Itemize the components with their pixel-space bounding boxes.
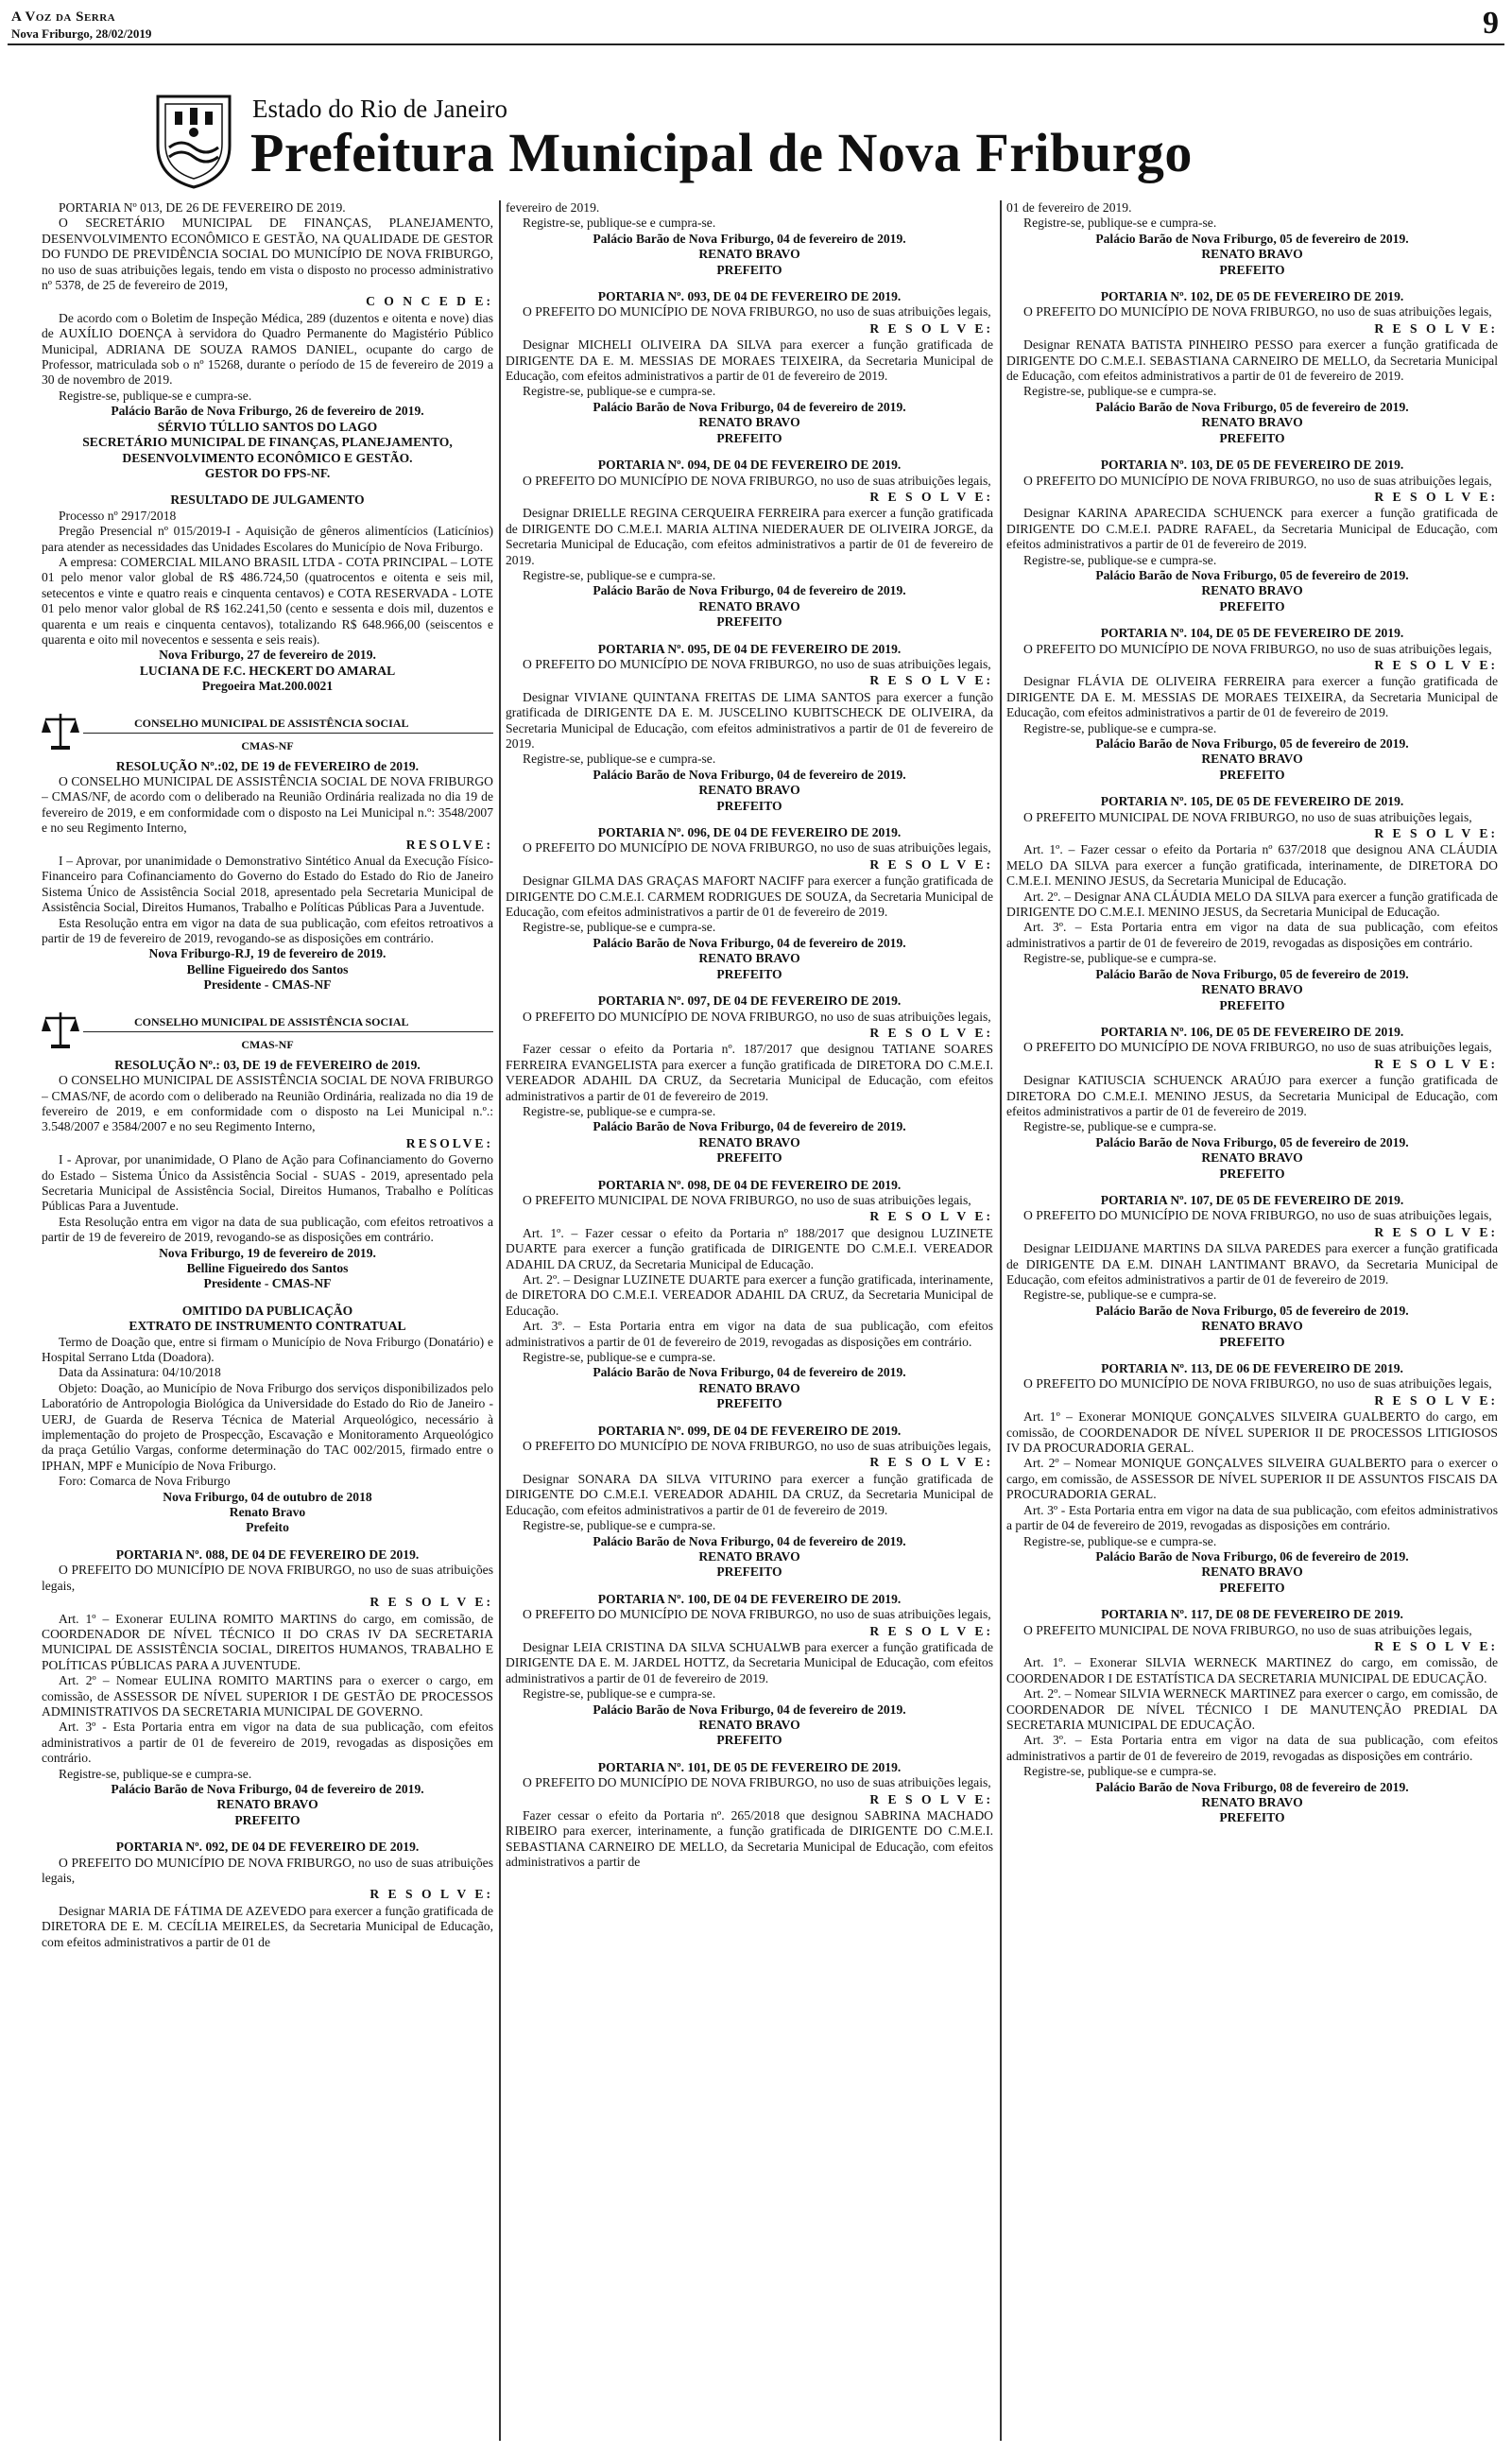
section-spacer bbox=[1006, 1596, 1498, 1607]
signature-line: Palácio Barão de Nova Friburgo, 04 de fevereiro de 2019. bbox=[593, 1533, 906, 1548]
paragraph: Processo nº 2917/2018 bbox=[59, 508, 177, 523]
signature-line: Presidente - CMAS-NF bbox=[203, 1276, 332, 1291]
paragraph: PORTARIA Nº 013, DE 26 DE FEVEREIRO DE 2019. bbox=[59, 200, 346, 215]
signature-line: RENATO BRAVO bbox=[698, 783, 800, 798]
resolve-label: R E S O L V E: bbox=[869, 856, 993, 872]
municipal-crest-icon bbox=[146, 91, 241, 191]
signature-line: Palácio Barão de Nova Friburgo, 05 de fevereiro de 2019. bbox=[1095, 966, 1409, 981]
signature-line: Nova Friburgo, 04 de outubro de 2018 bbox=[163, 1489, 372, 1504]
signature-line: Palácio Barão de Nova Friburgo, 04 de fevereiro de 2019. bbox=[593, 231, 906, 246]
section-spacer bbox=[42, 481, 493, 493]
signature-line: Palácio Barão de Nova Friburgo, 04 de fevereiro de 2019. bbox=[593, 767, 906, 782]
signature-line: PREFEITO bbox=[716, 966, 782, 981]
paragraph: O PREFEITO DO MUNICÍPIO DE NOVA FRIBURGO, no uso de suas atribuições legais, bbox=[1023, 1376, 1492, 1391]
resolve-label: R E S O L V E: bbox=[369, 1595, 493, 1610]
section-spacer bbox=[506, 814, 993, 825]
signature-line: SECRETÁRIO MUNICIPAL DE FINANÇAS, PLANEJAMENTO, DESENVOLVIMENTO ECONÔMICO E GESTÃO. bbox=[82, 435, 453, 465]
act-heading: PORTARIA Nº. 103, DE 05 DE FEVEREIRO DE 2019. bbox=[1100, 458, 1404, 473]
signature-line: PREFEITO bbox=[716, 430, 782, 445]
paragraph: Art. 1º. – Fazer cessar o efeito da Portaria nº 637/2018 que designou ANA CLÁUDIA MELO DA SILVA para exercer a função gratificada, interinamente, de DIRETORA DO C.M.E.I. MENINO JESUS, da Secretaria Municipal de Educação. bbox=[1006, 842, 1498, 889]
act-heading: PORTARIA Nº. 100, DE 04 DE FEVEREIRO DE 2019. bbox=[597, 1591, 902, 1606]
signature-line: RENATO BRAVO bbox=[698, 1548, 800, 1564]
paragraph: O PREFEITO DO MUNICÍPIO DE NOVA FRIBURGO, no uso de suas atribuições legais, bbox=[523, 473, 991, 488]
signature-line: Nova Friburgo-RJ, 19 de fevereiro de 2019. bbox=[148, 946, 387, 961]
resolve-label: R E S O L V E: bbox=[869, 1791, 993, 1806]
act-heading: PORTARIA Nº. 104, DE 05 DE FEVEREIRO DE 2019. bbox=[1100, 626, 1404, 641]
paragraph: Art. 2º – Nomear EULINA ROMITO MARTINS para o exercer o cargo, em comissão, de ASSESSOR DE NÍVEL SUPERIOR I DE GESTÃO DE PROCESSOS ADMINISTRATIVOS DA SECRETARIA MUNICIPAL DE GOVERNO. bbox=[42, 1673, 493, 1719]
signature-line: PREFEITO bbox=[1219, 1166, 1285, 1181]
resolve-label: R E S O L V E: bbox=[869, 673, 993, 688]
signature-line: RENATO BRAVO bbox=[216, 1797, 318, 1812]
paragraph: Designar RENATA BATISTA PINHEIRO PESSO para exercer a função gratificada de DIRIGENTE DO C.M.E.I. SEBASTIANA CARNEIRO DE MELLO, da Secretaria Municipal de Educação, com efeitos administrativos a partir de 01 de fevereiro de 2019. bbox=[1006, 337, 1498, 384]
paragraph: O PREFEITO MUNICIPAL DE NOVA FRIBURGO, no uso de suas atribuições legais, bbox=[1023, 1622, 1472, 1637]
paragraph: Art. 3º - Esta Portaria entra em vigor na data de sua publicação, com efeitos administrativos a partir de 04 de fevereiro de 2019, revogadas as disposições em contrário. bbox=[1006, 1502, 1498, 1533]
signature-line: PREFEITO bbox=[716, 262, 782, 277]
council-name: CONSELHO MUNICIPAL DE ASSISTÊNCIA SOCIAL bbox=[134, 1014, 409, 1028]
section-spacer bbox=[1006, 1350, 1498, 1361]
council-header bbox=[42, 710, 493, 755]
paragraph: Pregão Presencial nº 015/2019-I - Aquisição de gêneros alimentícios (Laticínios) para atender as necessidades das Unidades Escolares do Município de Nova Friburgo. bbox=[42, 524, 493, 554]
act-heading: PORTARIA Nº. 096, DE 04 DE FEVEREIRO DE 2019. bbox=[597, 825, 902, 840]
paragraph: O PREFEITO DO MUNICÍPIO DE NOVA FRIBURGO, no uso de suas atribuições legais, bbox=[42, 1563, 493, 1593]
act-heading: EXTRATO DE INSTRUMENTO CONTRATUAL bbox=[129, 1319, 406, 1334]
paragraph: Registre-se, publique-se e cumpra-se. bbox=[523, 1518, 716, 1533]
paragraph: Registre-se, publique-se e cumpra-se. bbox=[59, 1766, 252, 1781]
signature-line: PREFEITO bbox=[716, 1150, 782, 1166]
signature-line: Palácio Barão de Nova Friburgo, 05 de fevereiro de 2019. bbox=[1095, 231, 1409, 246]
signature-line: PREFEITO bbox=[1219, 1334, 1285, 1349]
section-spacer bbox=[1006, 1013, 1498, 1025]
section-spacer bbox=[1006, 446, 1498, 458]
signature-line: RENATO BRAVO bbox=[1201, 1564, 1303, 1580]
section-spacer bbox=[506, 1412, 993, 1424]
signature-line: Palácio Barão de Nova Friburgo, 04 de fevereiro de 2019. bbox=[593, 1119, 906, 1134]
act-heading: PORTARIA Nº. 102, DE 05 DE FEVEREIRO DE 2019. bbox=[1100, 289, 1404, 304]
paragraph: Designar KARINA APARECIDA SCHUENCK para exercer a função gratificada de DIRIGENTE DO C.M.E.I. PADRE RAFAEL, da Secretaria Municipal de Educação, com efeitos administrativos a partir de 01 de fevereiro de 2019. bbox=[1006, 506, 1498, 552]
paragraph: O PREFEITO DO MUNICÍPIO DE NOVA FRIBURGO, no uso de suas atribuições legais, bbox=[1023, 641, 1492, 656]
paragraph: O CONSELHO MUNICIPAL DE ASSISTÊNCIA SOCIAL DE NOVA FRIBURGO – CMAS/NF, de acordo com o deliberado na Reunião Ordinária, realizada no dia 19 de fevereiro de 2019, e em conformidade com o disposto na Lei Municipal n.º.: 3.548/2007 e 3584/2007 e no seu Regimento Interno, bbox=[42, 1073, 493, 1134]
council-header bbox=[42, 1009, 493, 1054]
signature-line: GESTOR DO FPS-NF. bbox=[204, 465, 331, 480]
paragraph: Objeto: Doação, ao Município de Nova Friburgo dos serviços disponibilizados pelo Laboratório de Antropologia Biológica da Universidade do Estado do Rio de Janeiro - UERJ, de Guarda de Reserva Técnica de Material Arqueológico, necessário à implementação do projeto de Prospecção, Escavação e Monitoramento Arqueológico da praça Getúlio Vargas, conforme determinação do TAC 002/2015, firmado entre o IPHAN, MPF e Município de Nova Friburgo. bbox=[42, 1380, 493, 1473]
council-abbreviation: CMAS-NF bbox=[241, 738, 294, 752]
section-spacer bbox=[506, 1167, 993, 1178]
column-3 bbox=[1006, 200, 1498, 2450]
paragraph: Termo de Doação que, entre si firmam o Município de Nova Friburgo (Donatário) e Hospital Serrano Ltda (Doadora). bbox=[42, 1334, 493, 1364]
paragraph: O SECRETÁRIO MUNICIPAL DE FINANÇAS, PLANEJAMENTO, DESENVOLVIMENTO ECONÔMICO E GESTÃO, NA QUALIDADE DE GESTOR DO FUNDO DE PREVIDÊNCIA SOCIAL DO MUNICÍPIO DE NOVA FRIBURGO, no uso de suas atribuições legais, tendo em vista o disposto no processo administrativo nº 5378, de 25 de fevereiro de 2019, bbox=[42, 216, 493, 293]
section-spacer bbox=[42, 1828, 493, 1840]
paragraph: Registre-se, publique-se e cumpra-se. bbox=[523, 567, 716, 582]
signature-line: Palácio Barão de Nova Friburgo, 08 de fevereiro de 2019. bbox=[1095, 1779, 1409, 1794]
paragraph: A empresa: COMERCIAL MILANO BRASIL LTDA - COTA PRINCIPAL – LOTE 01 pelo menor valor global de R$ 486.724,50 (quatrocentos e oitenta e seis mil, setecentos e vinte e quatro reais e cinquenta centavos) e COTA RESERVADA - LOTE 01 pelo menor valor global de R$ 162.241,50 (cento e sessenta e dois mil, duzentos e quarenta e um reais e cinquenta centavos), totalizando R$ 648.966,00 (seiscentos e quarenta e oito mil novecentos e sessenta e seis reais). bbox=[42, 554, 493, 647]
paragraph: Registre-se, publique-se e cumpra-se. bbox=[523, 216, 716, 231]
page-header-bar bbox=[8, 6, 1504, 45]
paragraph: Designar DRIELLE REGINA CERQUEIRA FERREIRA para exercer a função gratificada de DIRIGENTE DO C.M.E.I. MARIA ALTINA NIEDERAUER DE OLIVEIRA JORGE, da Secretaria Municipal de Educação, com efeitos administrativos a partir de 01 de fevereiro de 2019. bbox=[506, 506, 993, 567]
paragraph: O PREFEITO MUNICIPAL DE NOVA FRIBURGO, no uso de suas atribuições legais, bbox=[523, 1192, 971, 1207]
signature-line: RENATO BRAVO bbox=[698, 415, 800, 430]
signature-line: Palácio Barão de Nova Friburgo, 05 de fevereiro de 2019. bbox=[1095, 736, 1409, 751]
signature-line: RENATO BRAVO bbox=[1201, 752, 1303, 767]
paragraph: Esta Resolução entra em vigor na data de sua publicação, com efeitos retroativos a partir de 19 de fevereiro de 2019, revogando-se as disposições em contrário. bbox=[42, 915, 493, 946]
resolve-label: R E S O L V E: bbox=[1374, 1638, 1498, 1653]
signature-line: RENATO BRAVO bbox=[698, 1134, 800, 1149]
section-spacer bbox=[42, 1536, 493, 1547]
resolve-label: R E S O L V E: bbox=[869, 1623, 993, 1638]
paragraph: O PREFEITO DO MUNICÍPIO DE NOVA FRIBURGO, no uso de suas atribuições legais, bbox=[523, 1775, 991, 1790]
section-spacer bbox=[1006, 278, 1498, 289]
resolve-label: R E S O L V E: bbox=[869, 1455, 993, 1470]
resolve-label: R E S O L V E: bbox=[1374, 320, 1498, 336]
paragraph: Registre-se, publique-se e cumpra-se. bbox=[1023, 720, 1217, 735]
paragraph: Registre-se, publique-se e cumpra-se. bbox=[1023, 1119, 1217, 1134]
signature-line: Palácio Barão de Nova Friburgo, 05 de fevereiro de 2019. bbox=[1095, 1134, 1409, 1149]
signature-line: PREFEITO bbox=[716, 1564, 782, 1580]
paragraph: O PREFEITO DO MUNICÍPIO DE NOVA FRIBURGO, no uso de suas atribuições legais, bbox=[42, 1855, 493, 1885]
council-rule bbox=[83, 733, 493, 734]
resolve-label: R E S O L V E: bbox=[1374, 1056, 1498, 1071]
paragraph: Data da Assinatura: 04/10/2018 bbox=[59, 1365, 221, 1380]
signature-line: LUCIANA DE F.C. HECKERT DO AMARAL bbox=[139, 663, 396, 678]
signature-line: Belline Figueiredo dos Santos bbox=[186, 1260, 349, 1275]
paragraph: Designar LEIA CRISTINA DA SILVA SCHUALWB para exercer a função gratificada de DIRIGENTE DA E. M. JARDEL HOTTZ, da Secretaria Municipal de Educação, com efeitos administrativos a partir de 01 de fevereiro de 2019. bbox=[506, 1639, 993, 1685]
paragraph: Art. 1º. – Fazer cessar o efeito da Portaria nº 188/2017 que designou LUZINETE DUARTE para exercer a função gratificada de DIRIGENTE DO C.M.E.I. VEREADOR ADAHIL DA CRUZ, da Secretaria Municipal de Educação. bbox=[506, 1225, 993, 1271]
act-heading: PORTARIA Nº. 095, DE 04 DE FEVEREIRO DE 2019. bbox=[597, 641, 902, 656]
section-spacer bbox=[1006, 783, 1498, 794]
paragraph: Designar GILMA DAS GRAÇAS MAFORT NACIFF para exercer a função gratificada de DIRIGENTE DO C.M.E.I. CARMEM RODRIGUES DE SOUZA, da Secretaria Municipal de Educação, com efeitos administrativos a partir de 01 de fevereiro de 2019. bbox=[506, 873, 993, 920]
act-heading: PORTARIA Nº. 093, DE 04 DE FEVEREIRO DE 2019. bbox=[597, 289, 902, 304]
resolve-label: R E S O L V E: bbox=[869, 1025, 993, 1040]
signature-line: Palácio Barão de Nova Friburgo, 05 de fevereiro de 2019. bbox=[1095, 1303, 1409, 1318]
resolve-label: R E S O L V E: bbox=[869, 489, 993, 504]
paragraph: Art. 3º. – Esta Portaria entra em vigor na data de sua publicação, com efeitos administrativos a partir de 01 de fevereiro de 2019, revogadas as disposições em contrário. bbox=[506, 1319, 993, 1349]
paragraph: O PREFEITO DO MUNICÍPIO DE NOVA FRIBURGO, no uso de suas atribuições legais, bbox=[1023, 304, 1492, 320]
council-name: CONSELHO MUNICIPAL DE ASSISTÊNCIA SOCIAL bbox=[134, 716, 409, 730]
council-rule bbox=[83, 1031, 493, 1032]
paragraph: O PREFEITO DO MUNICÍPIO DE NOVA FRIBURGO, no uso de suas atribuições legais, bbox=[523, 1009, 991, 1024]
column-1 bbox=[42, 200, 493, 2450]
resolve-label: R E S O L V E: bbox=[1374, 657, 1498, 672]
edition-date: Nova Friburgo, 28/02/2019 bbox=[11, 26, 152, 41]
signature-line: PREFEITO bbox=[1219, 767, 1285, 782]
section-spacer bbox=[506, 446, 993, 458]
paragraph: Designar MARIA DE FÁTIMA DE AZEVEDO para exercer a função gratificada de DIRETORA DE E. M. CECÍLIA MEIRELES, da Secretaria Municipal de Educação, com efeitos administrativos a partir de 01 de bbox=[42, 1903, 493, 1949]
signature-line: Belline Figueiredo dos Santos bbox=[186, 961, 349, 976]
signature-line: RENATO BRAVO bbox=[698, 598, 800, 614]
act-heading: RESOLUÇÃO Nº.:02, DE 19 de FEVEREIRO de 2019. bbox=[115, 758, 420, 773]
paragraph: Art. 1º – Exonerar MONIQUE GONÇALVES SILVEIRA GUALBERTO do cargo, em comissão, de COORDENADOR DE NÍVEL SUPERIOR II DE PROCESSOS LITIGIOSOS IV DA PROCURADORIA GERAL. bbox=[1006, 1409, 1498, 1456]
resolve-label: R E S O L V E: bbox=[869, 320, 993, 336]
signature-line: Palácio Barão de Nova Friburgo, 04 de fevereiro de 2019. bbox=[111, 1781, 424, 1796]
signature-line: Prefeito bbox=[246, 1520, 289, 1535]
signature-line: RENATO BRAVO bbox=[1201, 583, 1303, 598]
signature-line: Palácio Barão de Nova Friburgo, 04 de fevereiro de 2019. bbox=[593, 583, 906, 598]
resolve-label: R E S O L V E: bbox=[1374, 1392, 1498, 1408]
section-spacer bbox=[506, 982, 993, 994]
signature-line: PREFEITO bbox=[234, 1812, 301, 1827]
page-number: 9 bbox=[1483, 6, 1499, 41]
newspaper-name: A Voz da Serra bbox=[11, 9, 116, 25]
paragraph: O PREFEITO DO MUNICÍPIO DE NOVA FRIBURGO, no uso de suas atribuições legais, bbox=[1023, 473, 1492, 488]
paragraph: O PREFEITO DO MUNICÍPIO DE NOVA FRIBURGO, no uso de suas atribuições legais, bbox=[1023, 1040, 1492, 1055]
paragraph: Registre-se, publique-se e cumpra-se. bbox=[1023, 1287, 1217, 1303]
signature-line: Palácio Barão de Nova Friburgo, 06 de fevereiro de 2019. bbox=[1095, 1548, 1409, 1564]
section-spacer bbox=[506, 1749, 993, 1760]
paragraph: Registre-se, publique-se e cumpra-se. bbox=[1023, 216, 1217, 231]
section-spacer bbox=[506, 278, 993, 289]
resolve-label: R E S O L V E: bbox=[1374, 1224, 1498, 1239]
column-2 bbox=[506, 200, 993, 2450]
paragraph-continued: 01 de fevereiro de 2019. bbox=[1006, 200, 1132, 215]
paragraph: Fazer cessar o efeito da Portaria nº. 265/2018 que designou SABRINA MACHADO RIBEIRO para exercer, interinamente, a função gratificada de DIRIGENTE DO C.M.E.I. SEBASTIANA CARNEIRO DE MELLO, da Secretaria Municipal de Educação, com efeitos administrativos a partir de bbox=[506, 1808, 993, 1870]
act-heading: PORTARIA Nº. 106, DE 05 DE FEVEREIRO DE 2019. bbox=[1100, 1024, 1404, 1039]
signature-line: RENATO BRAVO bbox=[698, 1380, 800, 1395]
section-spacer bbox=[506, 631, 993, 642]
paragraph: Designar LEIDIJANE MARTINS DA SILVA PAREDES para exercer a função gratificada de DIRIGENTE DA E.M. DINAH LANTIMANT BRAVO, da Secretaria Municipal de Educação, com efeitos administrativos a partir de 01 de fevereiro de 2019. bbox=[1006, 1241, 1498, 1287]
act-heading: RESOLUÇÃO Nº.: 03, DE 19 de FEVEREIRO de 2019. bbox=[114, 1057, 421, 1072]
signature-line: Pregoeira Mat.200.0021 bbox=[201, 679, 334, 694]
section-spacer bbox=[1006, 614, 1498, 626]
signature-line: RENATO BRAVO bbox=[698, 951, 800, 966]
section-spacer bbox=[42, 1292, 493, 1304]
prefeitura-title: Prefeitura Municipal de Nova Friburgo bbox=[250, 122, 1193, 183]
act-heading: PORTARIA Nº. 117, DE 08 DE FEVEREIRO DE 2019. bbox=[1101, 1607, 1403, 1622]
paragraph: Art. 1º. – Exonerar SILVIA WERNECK MARTINEZ do cargo, em comissão, de COORDENADOR I DE ESTATÍSTICA DA SECRETARIA MUNICIPAL DE EDUCAÇÃO. bbox=[1006, 1655, 1498, 1685]
signature-line: Palácio Barão de Nova Friburgo, 05 de fevereiro de 2019. bbox=[1095, 567, 1409, 582]
masthead bbox=[146, 83, 1375, 197]
act-heading: PORTARIA Nº. 094, DE 04 DE FEVEREIRO DE 2019. bbox=[597, 458, 902, 473]
paragraph: Designar MICHELI OLIVEIRA DA SILVA para exercer a função gratificada de DIRIGENTE DA E. M. MESSIAS DE MORAES TEIXEIRA, da Secretaria Municipal de Educação, com efeitos administrativos a partir de 01 de fevereiro de 2019. bbox=[506, 337, 993, 384]
signature-line: RENATO BRAVO bbox=[1201, 247, 1303, 262]
paragraph: Designar VIVIANE QUINTANA FREITAS DE LIMA SANTOS para exercer a função gratificada de DIRIGENTE DA E. M. JUSCELINO KUBITSCHECK DE OLIVEIRA, da Secretaria Municipal de Educação, com efeitos administrativos a partir de 01 de fevereiro de 2019. bbox=[506, 689, 993, 751]
paragraph: O PREFEITO DO MUNICÍPIO DE NOVA FRIBURGO, no uso de suas atribuições legais, bbox=[523, 656, 991, 671]
paragraph-continued: fevereiro de 2019. bbox=[506, 200, 600, 215]
paragraph: Designar KATIUSCIA SCHUENCK ARAÚJO para exercer a função gratificada de DIRETORA DO C.M.E.I. MENINO JESUS, da Secretaria Municipal de Educação, com efeitos administrativos a partir de 01 de fevereiro de 2019. bbox=[1006, 1073, 1498, 1118]
paragraph: O PREFEITO DO MUNICÍPIO DE NOVA FRIBURGO, no uso de suas atribuições legais, bbox=[523, 1439, 991, 1454]
signature-line: PREFEITO bbox=[1219, 598, 1285, 614]
paragraph: Registre-se, publique-se e cumpra-se. bbox=[523, 1350, 716, 1365]
signature-line: PREFEITO bbox=[1219, 262, 1285, 277]
resolve-label: C O N C E D E: bbox=[366, 294, 493, 309]
resolve-label: R E S O L V E: bbox=[369, 1887, 493, 1902]
signature-line: PREFEITO bbox=[1219, 1810, 1285, 1825]
act-heading: PORTARIA Nº. 092, DE 04 DE FEVEREIRO DE 2019. bbox=[115, 1840, 420, 1855]
signature-line: PREFEITO bbox=[716, 614, 782, 630]
act-heading: PORTARIA Nº. 105, DE 05 DE FEVEREIRO DE 2019. bbox=[1100, 794, 1404, 809]
paragraph: Registre-se, publique-se e cumpra-se. bbox=[1023, 552, 1217, 567]
paragraph: Art. 3º - Esta Portaria entra em vigor na data de sua publicação, com efeitos administrativos a partir de 01 de fevereiro de 2019, revogadas as disposições em contrário. bbox=[42, 1720, 493, 1766]
act-heading: PORTARIA Nº. 101, DE 05 DE FEVEREIRO DE 2019. bbox=[597, 1759, 902, 1774]
paragraph: Registre-se, publique-se e cumpra-se. bbox=[1023, 384, 1217, 399]
paragraph: Art. 2º – Nomear MONIQUE GONÇALVES SILVEIRA GUALBERTO para o exercer o cargo, em comissão, de ASSESSOR DE NÍVEL SUPERIOR II DE ASSUNTOS FISCAIS DA PROCURADORIA GERAL. bbox=[1006, 1456, 1498, 1502]
act-heading: OMITIDO DA PUBLICAÇÃO bbox=[181, 1303, 353, 1318]
act-heading: PORTARIA Nº. 097, DE 04 DE FEVEREIRO DE 2019. bbox=[597, 994, 902, 1009]
paragraph: Registre-se, publique-se e cumpra-se. bbox=[523, 752, 716, 767]
signature-line: SÉRVIO TÚLLIO SANTOS DO LAGO bbox=[157, 419, 378, 434]
signature-line: RENATO BRAVO bbox=[1201, 1795, 1303, 1809]
column-divider bbox=[499, 200, 501, 2441]
paragraph: Art. 1º – Exonerar EULINA ROMITO MARTINS do cargo, em comissão, de COORDENADOR DE NÍVEL TÉCNICO II DO CRAS IV DA SECRETARIA MUNICIPAL DE ASSISTÊNCIA SOCIAL, DIREITOS HUMANOS, TRABALHO E POLÍTICAS PÚBLICAS PARA A JUVENTUDE. bbox=[42, 1611, 493, 1672]
section-spacer bbox=[506, 1581, 993, 1592]
paragraph: I – Aprovar, por unanimidade o Demonstrativo Sintético Anual da Execução Físico-Financeiro para Cofinanciamento do Governo do Estado do Estado do Rio de Janeiro Sistema Único de Assistência Social 2018, apresentado pela Secretaria Municipal de Assistência Social, Direitos Humanos, Trabalho e Políticas Públicas Para a Juventude. bbox=[42, 854, 493, 915]
act-heading: PORTARIA Nº. 099, DE 04 DE FEVEREIRO DE 2019. bbox=[597, 1423, 902, 1438]
act-heading: PORTARIA Nº. 113, DE 06 DE FEVEREIRO DE 2019. bbox=[1101, 1361, 1403, 1376]
signature-line: PREFEITO bbox=[716, 1733, 782, 1748]
signature-line: Palácio Barão de Nova Friburgo, 04 de fevereiro de 2019. bbox=[593, 1365, 906, 1380]
state-name: Estado do Rio de Janeiro bbox=[252, 95, 507, 123]
signature-line: RENATO BRAVO bbox=[698, 247, 800, 262]
paragraph: O PREFEITO DO MUNICÍPIO DE NOVA FRIBURGO, no uso de suas atribuições legais, bbox=[1023, 1208, 1492, 1223]
paragraph: O PREFEITO DO MUNICÍPIO DE NOVA FRIBURGO, no uso de suas atribuições legais, bbox=[523, 304, 991, 320]
paragraph: Designar FLÁVIA DE OLIVEIRA FERREIRA para exercer a função gratificada de DIRIGENTE DA E. M. MESSIAS DE MORAES TEIXEIRA, da Secretaria Municipal de Educação, com efeitos administrativos a partir de 01 de fevereiro de 2019. bbox=[1006, 674, 1498, 720]
section-spacer bbox=[1006, 1182, 1498, 1193]
act-heading: PORTARIA Nº. 107, DE 05 DE FEVEREIRO DE 2019. bbox=[1100, 1192, 1404, 1207]
signature-line: PREFEITO bbox=[1219, 997, 1285, 1012]
act-heading: RESULTADO DE JULGAMENTO bbox=[170, 493, 365, 508]
paragraph: Foro: Comarca de Nova Friburgo bbox=[59, 1474, 231, 1489]
paragraph: O CONSELHO MUNICIPAL DE ASSISTÊNCIA SOCIAL DE NOVA FRIBURGO – CMAS/NF, de acordo com o deliberado na Reunião Ordinária realizada no dia 19 de fevereiro de 2019, e em conformidade com o disposto na Lei Municipal n.º: 3548/2007 e no seu Regimento Interno, bbox=[42, 774, 493, 836]
paragraph: Designar SONARA DA SILVA VITURINO para exercer a função gratificada de DIRIGENTE DO C.M.E.I. VEREADOR ADAHIL DA CRUZ, da Secretaria Municipal de Educação, com efeitos administrativos a partir de 01 de fevereiro de 2019. bbox=[506, 1471, 993, 1517]
signature-line: RENATO BRAVO bbox=[1201, 1150, 1303, 1166]
signature-line: RENATO BRAVO bbox=[1201, 1319, 1303, 1334]
paragraph: Registre-se, publique-se e cumpra-se. bbox=[59, 388, 252, 403]
signature-line: Nova Friburgo, 27 de fevereiro de 2019. bbox=[159, 648, 376, 663]
signature-line: PREFEITO bbox=[716, 1396, 782, 1411]
paragraph: Art. 3º. – Esta Portaria entra em vigor na data de sua publicação, com efeitos administrativos a partir de 01 de fevereiro de 2019, revogadas as disposições em contrário. bbox=[1006, 1733, 1498, 1763]
paragraph: I - Aprovar, por unanimidade, O Plano de Ação para Cofinanciamento do Governo do Estado – Sistema Único da Assistência Social - SUAS - 2019, apresentado pela Secretaria Municipal de Assistência Social, Direitos Humanos, Trabalho e Políticas Públicas Para a Juventude. bbox=[42, 1152, 493, 1214]
paragraph: O PREFEITO DO MUNICÍPIO DE NOVA FRIBURGO, no uso de suas atribuições legais, bbox=[523, 840, 991, 855]
paragraph: Registre-se, publique-se e cumpra-se. bbox=[523, 384, 716, 399]
paragraph: Art. 3º. – Esta Portaria entra em vigor na data de sua publicação, com efeitos administrativos a partir de 01 de fevereiro de 2019, revogadas as disposições em contrário. bbox=[1006, 920, 1498, 950]
resolve-label: R E S O L V E: bbox=[1374, 826, 1498, 841]
paragraph: Registre-se, publique-se e cumpra-se. bbox=[523, 1686, 716, 1702]
council-abbreviation: CMAS-NF bbox=[241, 1037, 294, 1051]
resolve-label: RESOLVE: bbox=[405, 837, 493, 852]
paragraph: Art. 2º. – Designar ANA CLÁUDIA MELO DA SILVA para exercer a função gratificada de DIRIGENTE DO C.M.E.I. MENINO JESUS, da Secretaria Municipal de Educação. bbox=[1006, 889, 1498, 920]
paragraph: Registre-se, publique-se e cumpra-se. bbox=[523, 920, 716, 935]
paragraph: O PREFEITO MUNICIPAL DE NOVA FRIBURGO, no uso de suas atribuições legais, bbox=[1023, 809, 1472, 824]
signature-line: RENATO BRAVO bbox=[1201, 982, 1303, 997]
paragraph: Registre-se, publique-se e cumpra-se. bbox=[1023, 1533, 1217, 1548]
signature-line: PREFEITO bbox=[1219, 430, 1285, 445]
signature-line: PREFEITO bbox=[716, 798, 782, 813]
paragraph: Art. 2º. – Designar LUZINETE DUARTE para exercer a função gratificada, interinamente, de DIRETORA DO C.M.E.I. VEREADOR ADAHIL DA CRUZ, da Secretaria Municipal de Educação. bbox=[506, 1272, 993, 1318]
signature-line: RENATO BRAVO bbox=[698, 1717, 800, 1732]
act-heading: PORTARIA Nº. 088, DE 04 DE FEVEREIRO DE 2019. bbox=[115, 1547, 420, 1562]
paragraph: Registre-se, publique-se e cumpra-se. bbox=[1023, 951, 1217, 966]
signature-line: Nova Friburgo, 19 de fevereiro de 2019. bbox=[159, 1245, 376, 1260]
paragraph: Registre-se, publique-se e cumpra-se. bbox=[1023, 1764, 1217, 1779]
paragraph: O PREFEITO DO MUNICÍPIO DE NOVA FRIBURGO, no uso de suas atribuições legais, bbox=[523, 1607, 991, 1622]
signature-line: Palácio Barão de Nova Friburgo, 04 de fevereiro de 2019. bbox=[593, 1702, 906, 1717]
signature-line: Renato Bravo bbox=[229, 1505, 306, 1520]
resolve-label: R E S O L V E: bbox=[869, 1209, 993, 1224]
paragraph: De acordo com o Boletim de Inspeção Médica, 289 (duzentos e oitenta e nove) dias de AUXÍLIO DOENÇA à servidora do Quadro Permanente do Magistério Público Municipal, ADRIANA DE SOUZA RAMOS DANIEL, ocupante do cargo de Professor, matriculada sob o nº 15268, durante o período de 15 de fevereiro de 2019 a 30 de novembro de 2019. bbox=[42, 310, 493, 388]
signature-line: RENATO BRAVO bbox=[1201, 415, 1303, 430]
signature-line: PREFEITO bbox=[1219, 1580, 1285, 1595]
signature-line: Palácio Barão de Nova Friburgo, 05 de fevereiro de 2019. bbox=[1095, 399, 1409, 414]
act-heading: PORTARIA Nº. 098, DE 04 DE FEVEREIRO DE 2019. bbox=[597, 1177, 902, 1192]
paragraph: Fazer cessar o efeito da Portaria nº. 187/2017 que designou TATIANE SOARES FERREIRA EVANGELISTA para exercer a função gratificada de DIRETORA DO C.M.E.I. VEREADOR ADAHIL DA CRUZ, da Secretaria Municipal de Educação, com efeitos administrativos a partir de 01 de fevereiro de 2019. bbox=[506, 1042, 993, 1103]
signature-line: Presidente - CMAS-NF bbox=[203, 977, 332, 993]
paragraph: Registre-se, publique-se e cumpra-se. bbox=[523, 1103, 716, 1118]
resolve-label: RESOLVE: bbox=[405, 1135, 493, 1150]
paragraph: Esta Resolução entra em vigor na data de sua publicação, com efeitos retroativos a partir de 19 de fevereiro de 2019, revogando-se as disposições em contrário. bbox=[42, 1214, 493, 1245]
column-divider bbox=[1000, 200, 1002, 2441]
paragraph: Art. 2º. – Nomear SILVIA WERNECK MARTINEZ para exercer o cargo, em comissão, de COORDENADOR DE NÍVEL TÉCNICO I DE MANUTENÇÃO PREDIAL DA SECRETARIA MUNICIPAL DE EDUCAÇÃO. bbox=[1006, 1686, 1498, 1732]
resolve-label: R E S O L V E: bbox=[1374, 489, 1498, 504]
signature-line: Palácio Barão de Nova Friburgo, 04 de fevereiro de 2019. bbox=[593, 399, 906, 414]
signature-line: Palácio Barão de Nova Friburgo, 26 de fevereiro de 2019. bbox=[111, 404, 424, 419]
signature-line: Palácio Barão de Nova Friburgo, 04 de fevereiro de 2019. bbox=[593, 935, 906, 950]
